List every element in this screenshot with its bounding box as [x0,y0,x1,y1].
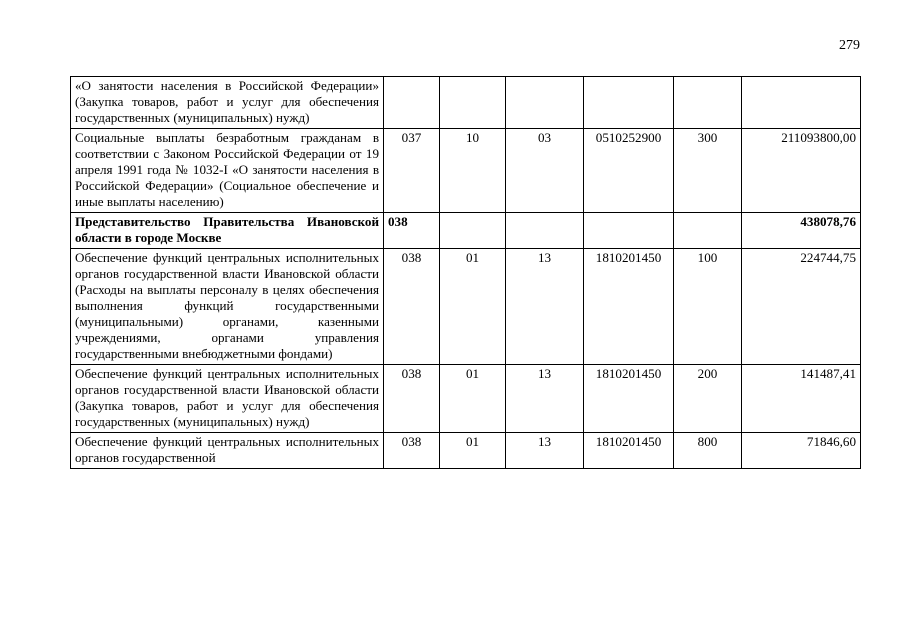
page-number: 279 [839,38,860,53]
row-name: Обеспечение функций центральных исполнительных органов государственной власти Ивановской области (Закупка товаров, работ и услуг для обеспечения государственных (муниципальных) нужд) [71,365,384,433]
row-section [440,77,506,129]
table-row [71,433,861,469]
row-target: 1810201450 [584,249,674,365]
row-name: Представительство Правительства Ивановской области в городе Москве [71,213,384,249]
row-subsection: 13 [506,249,584,365]
row-name: Социальные выплаты безработным гражданам в соответствии с Законом Российской Федерации от 19 апреля 1991 года № 1032-I «О занятости населения в Российской Федерации» (Социальное обеспечение и иные выплаты населению) [71,129,384,213]
row-target [584,77,674,129]
row-name: Обеспечение функций центральных исполнительных органов государственной власти Ивановской области (Расходы на выплаты персоналу в целях обеспечения выполнения функций государственными (муниципальными) органами, казенными учреждениями, органами управления государственными внебюджетными фондами) [71,249,384,365]
row-section: 01 [440,433,506,469]
row-subsection: 13 [506,433,584,469]
row-target [584,213,674,249]
row-section: 01 [440,249,506,365]
row-expense-type [674,213,742,249]
row-target: 1810201450 [584,433,674,469]
row-amount: 71846,60 [742,433,861,469]
row-expense-type: 200 [674,365,742,433]
row-amount: 224744,75 [742,249,861,365]
row-target: 0510252900 [584,129,674,213]
row-expense-type [674,77,742,129]
row-ministry: 038 [384,213,440,249]
row-subsection [506,77,584,129]
row-subsection [506,213,584,249]
row-amount [742,77,861,129]
row-expense-type: 100 [674,249,742,365]
budget-table [70,76,861,469]
row-subsection: 13 [506,365,584,433]
row-expense-type: 300 [674,129,742,213]
table-row [71,365,861,433]
row-amount: 141487,41 [742,365,861,433]
row-ministry: 038 [384,433,440,469]
row-subsection: 03 [506,129,584,213]
table-row [71,77,861,129]
row-name [71,433,384,469]
row-target: 1810201450 [584,365,674,433]
row-section [440,213,506,249]
table-row [71,129,861,213]
table-row-organization [71,213,861,249]
row-amount: 438078,76 [742,213,861,249]
row-ministry: 037 [384,129,440,213]
row-expense-type: 800 [674,433,742,469]
row-section: 10 [440,129,506,213]
row-ministry [384,77,440,129]
row-name-text: Обеспечение функций центральных исполнительных органов государственной [75,434,379,465]
table-row [71,249,861,365]
row-ministry: 038 [384,365,440,433]
row-ministry: 038 [384,249,440,365]
row-name: «О занятости населения в Российской Федерации» (Закупка товаров, работ и услуг для обеспечения государственных (муниципальных) нужд) [71,77,384,129]
row-section: 01 [440,365,506,433]
row-amount: 211093800,00 [742,129,861,213]
